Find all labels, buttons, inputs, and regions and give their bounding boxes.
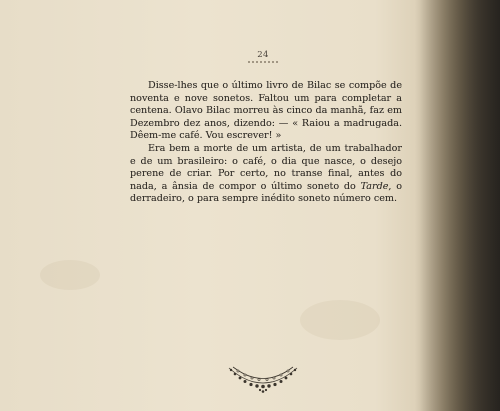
page-number: 24: [257, 50, 269, 60]
book-title-italic: Tarde: [360, 180, 389, 192]
paper-stain: [40, 260, 100, 290]
book-spine-shadow: [415, 0, 500, 411]
paper-stain: [300, 300, 380, 340]
paragraph-1: [130, 80, 402, 143]
body-text: [130, 80, 402, 206]
paragraph-2-text-before: Era bem a morte de um artista, de um trabalhador e de um brasileiro: o café, o dia que nasce, o desejo perene de criar. Por certo, no transe final, antes do nada, a ânsia de compor o último soneto do: [130, 142, 402, 192]
paragraph-2: [130, 143, 402, 206]
decorative-ornament-icon: [225, 362, 301, 394]
paragraph-1-text: Disse-lhes que o último livro de Bilac se compõe de noventa e nove sonetos. Faltou um para completar a centena. Olavo Bilac morreu às cinco da manhã, faz em Dezembro dez anos, dizendo: — « Raiou a madrugada. Dêem-me café. Vou escrever! »: [130, 80, 402, 142]
page-number-underline: [248, 61, 278, 63]
paragraph-2-text-after: , o derradeiro, o para sempre inédito soneto número cem.: [130, 180, 402, 205]
